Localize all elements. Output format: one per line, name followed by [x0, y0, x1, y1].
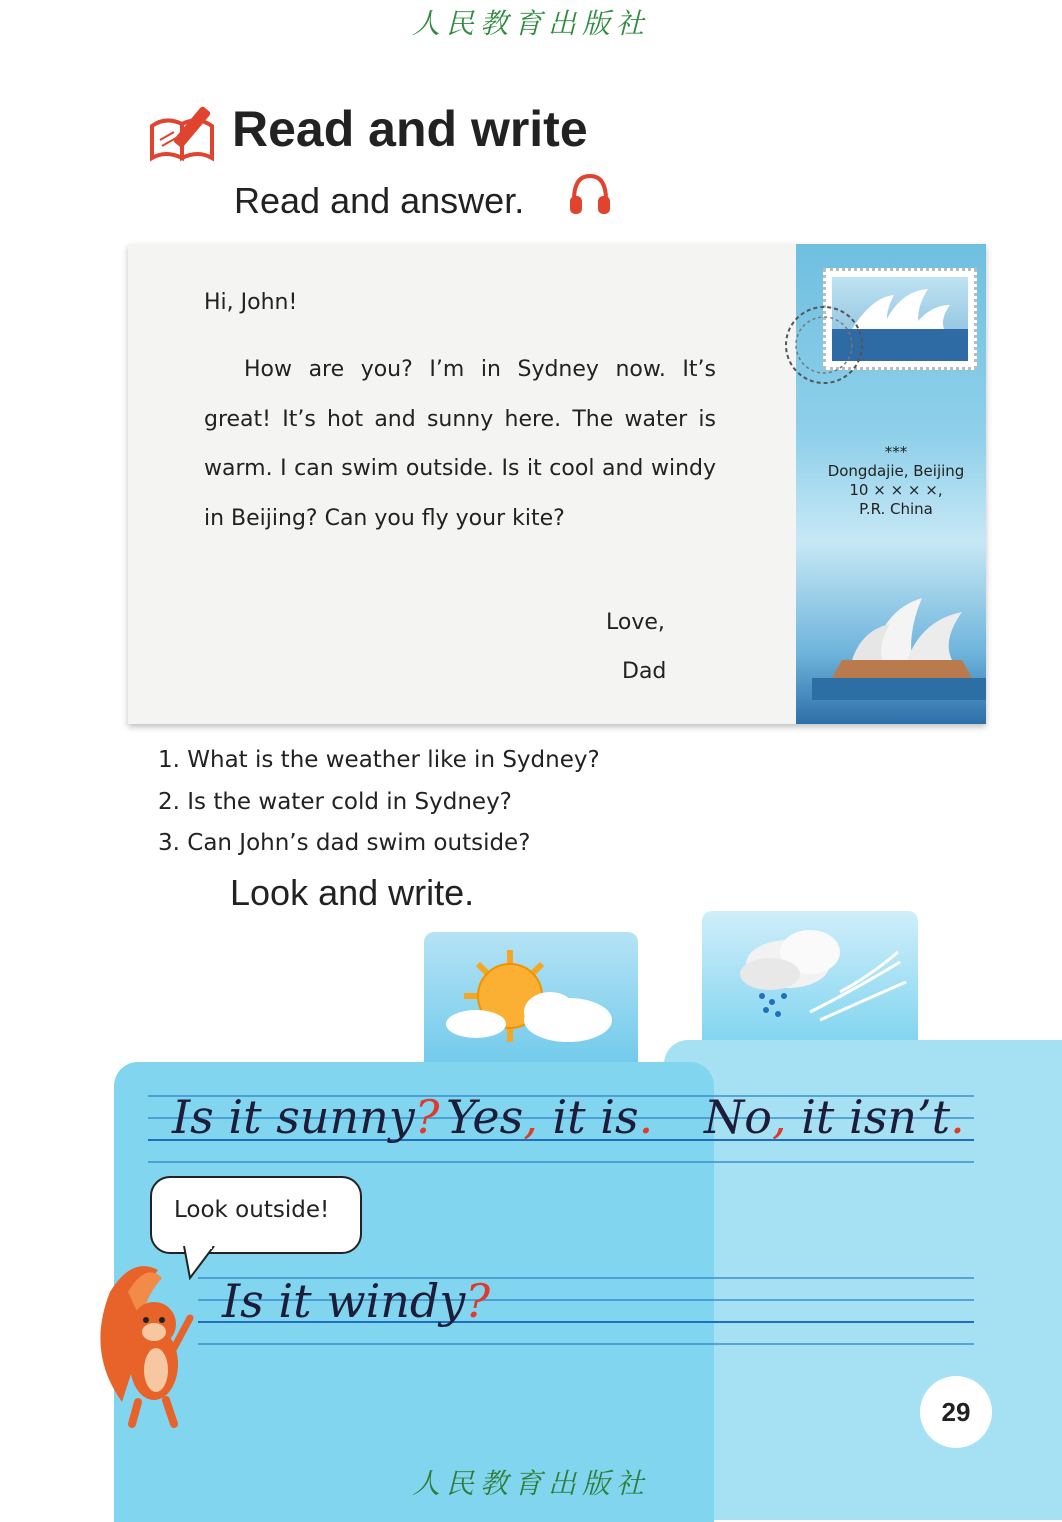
pen-book-icon	[146, 96, 226, 164]
handwriting-no-answer: No, it isn’t.	[704, 1090, 965, 1144]
look-write-instruction: Look and write.	[230, 872, 475, 913]
squirrel-mascot-icon	[92, 1252, 202, 1432]
section-subtitle: Read and answer.	[234, 180, 525, 221]
handwriting-windy-question: Is it windy?	[222, 1274, 491, 1328]
letter-closing: Love,	[606, 610, 665, 635]
address-postcode: 10 × × × ×,	[849, 481, 943, 499]
speech-bubble-text: Look outside!	[174, 1197, 330, 1223]
handwriting-sunny-question: Is it sunny?	[172, 1090, 440, 1144]
publisher-footer: 人民教育出版社	[411, 1467, 650, 1500]
address-country: P.R. China	[859, 500, 933, 518]
question-2: 2. Is the water cold in Sydney?	[158, 789, 512, 815]
address-street: Dongdajie, Beijing	[827, 462, 965, 480]
letter-signature: Dad	[622, 659, 667, 684]
publisher-header: 人民教育出版社	[411, 7, 650, 40]
windy-cloud-icon	[730, 922, 910, 1032]
question-1: 1. What is the weather like in Sydney?	[158, 747, 600, 773]
page-number: 29	[920, 1376, 992, 1448]
address-name: ***	[884, 443, 908, 461]
opera-house-image	[812, 590, 986, 700]
postmark-icon	[782, 290, 866, 400]
headphones-icon[interactable]	[566, 170, 612, 220]
postcard-address	[806, 443, 986, 519]
letter-greeting: Hi, John!	[204, 290, 298, 315]
sun-cloud-icon	[440, 942, 620, 1052]
question-3: 3. Can John’s dad swim outside?	[158, 830, 531, 856]
handwriting-yes-answer: Yes, it is.	[446, 1090, 654, 1144]
letter-body: How are you? I’m in Sydney now. It’s great! It’s hot and sunny here. The water is warm. I can swim outside. Is it cool and windy in Beijing? Can you fly your kite?	[204, 357, 716, 532]
section-title: Read and write	[232, 101, 588, 157]
